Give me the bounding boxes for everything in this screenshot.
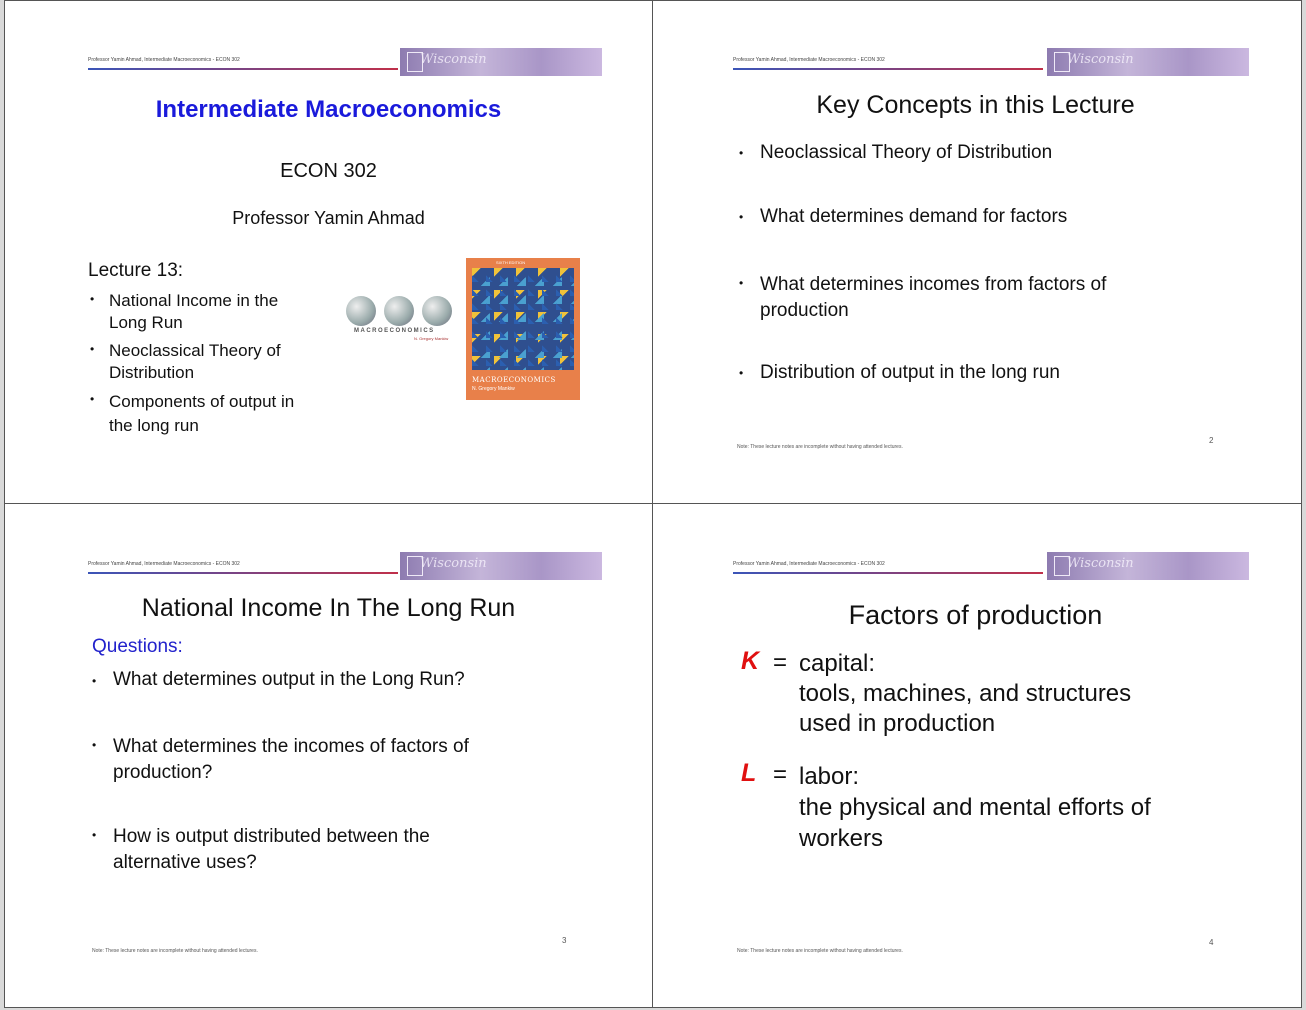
slide-header-rule xyxy=(88,68,398,70)
list-item: Distribution of output in the long run xyxy=(760,362,1060,383)
book-edition: SIXTH EDITION xyxy=(496,260,526,265)
bullet: • xyxy=(739,276,744,290)
macroeconomics-logo xyxy=(346,296,458,344)
university-banner xyxy=(1047,552,1249,580)
university-banner xyxy=(400,552,602,580)
bullet: • xyxy=(92,738,97,752)
slide-header-text: Professor Yamin Ahmad, Intermediate Macroeconomics - ECON 302 xyxy=(88,57,240,63)
slide-3 xyxy=(6,506,651,1006)
professor-name: Professor Yamin Ahmad xyxy=(232,208,425,228)
slide-4 xyxy=(653,506,1298,1006)
banner-logo-text: Wisconsin xyxy=(1067,556,1134,571)
bullet: • xyxy=(92,828,97,842)
slide-2 xyxy=(653,2,1298,502)
university-banner xyxy=(1047,48,1249,76)
list-item: What determines output in the Long Run? xyxy=(113,669,465,690)
slide-header-text: Professor Yamin Ahmad, Intermediate Macroeconomics - ECON 302 xyxy=(733,57,885,63)
list-item: Neoclassical Theory of Distribution xyxy=(109,341,281,382)
list-item: Neoclassical Theory of Distribution xyxy=(760,142,1053,163)
slide-title: Factors of production xyxy=(848,600,1103,630)
bullet: • xyxy=(739,366,744,380)
list-item: What determines demand for factors xyxy=(760,206,1068,227)
list-item: National Income in the Long Run xyxy=(109,291,279,332)
slide-footnote: Note: These lecture notes are incomplete without having attended lectures. xyxy=(92,948,258,954)
equals-sign: = xyxy=(773,761,788,788)
equals-sign: = xyxy=(773,649,788,676)
list-item: What determines the incomes of factors of production? xyxy=(113,736,469,783)
logo-subtext: N. Gregory Mankiw xyxy=(414,336,449,341)
slide-header-text: Professor Yamin Ahmad, Intermediate Macroeconomics - ECON 302 xyxy=(88,561,240,567)
slide-1 xyxy=(6,2,651,502)
list-item: How is output distributed between the alternative uses? xyxy=(113,826,430,873)
textbook-cover-image xyxy=(466,258,580,400)
slide-title: Key Concepts in this Lecture xyxy=(816,91,1135,119)
questions-label: Questions: xyxy=(92,636,183,657)
list-item: What determines incomes from factors of production xyxy=(760,274,1107,321)
capital-text: capital: tools, machines, and structures used in production xyxy=(799,650,1132,737)
bullet: • xyxy=(739,210,744,224)
slide-footnote: Note: These lecture notes are incomplete without having attended lectures. xyxy=(737,444,903,450)
bullet: • xyxy=(90,342,95,356)
university-banner xyxy=(400,48,602,76)
slide-header-rule xyxy=(88,572,398,574)
page-number: 2 xyxy=(1209,436,1214,445)
page-number: 3 xyxy=(562,936,567,945)
bullet: • xyxy=(90,392,95,406)
slide-footnote: Note: These lecture notes are incomplete without having attended lectures. xyxy=(737,948,903,954)
banner-logo-text: Wisconsin xyxy=(1067,52,1134,67)
capital-symbol: K xyxy=(741,647,760,675)
list-item: Components of output in the long run xyxy=(109,392,295,435)
page-number: 4 xyxy=(1209,938,1214,947)
banner-logo-text: Wisconsin xyxy=(420,556,487,571)
bullet: • xyxy=(739,146,744,160)
slide-header-rule xyxy=(733,572,1043,574)
row-divider xyxy=(4,503,1302,504)
logo-text: MACROECONOMICS xyxy=(354,328,435,334)
labor-text: labor: the physical and mental efforts of workers xyxy=(799,763,1151,852)
slide-header-rule xyxy=(733,68,1043,70)
course-code: ECON 302 xyxy=(280,160,377,182)
book-author: N. Gregory Mankiw xyxy=(472,386,515,392)
bullet: • xyxy=(92,674,97,688)
banner-logo-text: Wisconsin xyxy=(420,52,487,67)
labor-symbol: L xyxy=(741,759,757,787)
bullet: • xyxy=(90,292,95,306)
book-title: MACROECONOMICS xyxy=(472,376,556,384)
slide-title: Intermediate Macroeconomics xyxy=(155,96,502,123)
slide-header-text: Professor Yamin Ahmad, Intermediate Macroeconomics - ECON 302 xyxy=(733,561,885,567)
lecture-label: Lecture 13: xyxy=(88,260,184,281)
slide-title: National Income In The Long Run xyxy=(141,594,516,622)
book-cover-art xyxy=(472,268,574,370)
